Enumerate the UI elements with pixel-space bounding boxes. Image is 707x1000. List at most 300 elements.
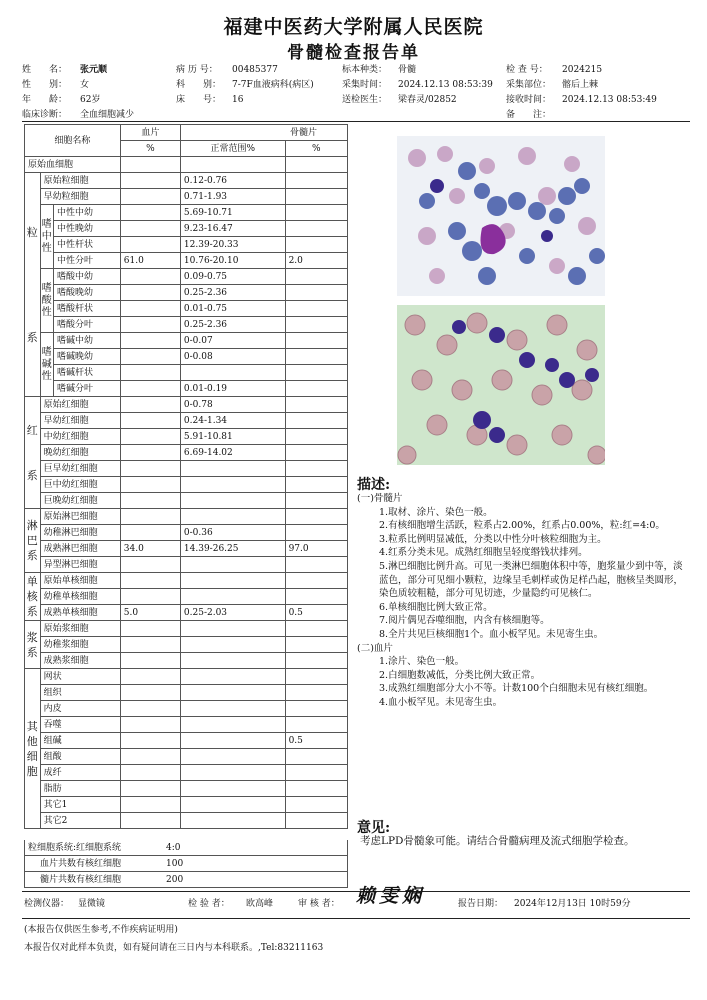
blood-pct <box>120 285 180 301</box>
normal-range <box>180 365 285 381</box>
marrow-pct <box>285 173 347 189</box>
blood-pct <box>120 333 180 349</box>
table-row <box>25 605 348 621</box>
blood-pct <box>120 589 180 605</box>
blood-pct <box>120 573 180 589</box>
normal-range: 0-0.08 <box>180 349 285 365</box>
patient-name: 张元顺 <box>80 65 108 75</box>
blood-pct <box>120 445 180 461</box>
section1-title: (一)骨髓片 <box>357 493 403 504</box>
marrow-pct <box>285 413 347 429</box>
normal-range: 5.91-10.81 <box>180 429 285 445</box>
description-item: 6.单核细胞比例大致正常。 <box>379 601 493 613</box>
normal-range: 5.69-10.71 <box>180 205 285 221</box>
description-title: 描述: <box>357 477 391 493</box>
normal-range <box>180 589 285 605</box>
marrow-pct <box>285 349 347 365</box>
marrow-pct <box>285 189 347 205</box>
marrow-pct <box>285 429 347 445</box>
blood-pct <box>120 269 180 285</box>
normal-range: 0.01-0.75 <box>180 301 285 317</box>
table-row <box>25 333 348 349</box>
blood-pct <box>120 205 180 221</box>
normal-range <box>180 701 285 717</box>
head-cell-name: 细胞名称 <box>25 125 121 157</box>
table-row <box>25 429 348 445</box>
cell-name: 组酸 <box>40 749 120 765</box>
cell-name: 中性晚幼 <box>53 221 120 237</box>
report-title: 骨髓检查报告单 <box>287 43 420 63</box>
table-row <box>25 413 348 429</box>
cell-name: 中性中幼 <box>53 205 120 221</box>
cell-name: 幼稚浆细胞 <box>40 637 120 653</box>
description-item: 7.阅片偶见吞噬细胞，内含有核细胞等。 <box>379 615 550 627</box>
normal-range: 10.76-20.10 <box>180 253 285 269</box>
cell-name: 嗜酸中幼 <box>53 269 120 285</box>
marrow-pct <box>285 205 347 221</box>
marrow-pct <box>285 285 347 301</box>
marrow-pct: 0.5 <box>285 733 347 749</box>
divider-top <box>22 121 690 122</box>
blood-pct <box>120 429 180 445</box>
blood-pct <box>120 157 180 173</box>
group-label-gran: 粒 系 <box>25 173 41 397</box>
table-row <box>25 365 348 381</box>
cell-name: 嗜酸晚幼 <box>53 285 120 301</box>
description-item: 1.涂片、染色一般。 <box>379 656 465 668</box>
reviewer-signature: 赖雯娴 <box>356 885 426 907</box>
group-label-neut: 嗜 中 性 <box>40 205 53 269</box>
head-range: 正常范围% <box>180 141 285 157</box>
marrow-pct <box>285 669 347 685</box>
blood-pct <box>120 637 180 653</box>
normal-range <box>180 637 285 653</box>
table-row <box>25 749 348 765</box>
marrow-count-label: 髓片共数有核红细胞 <box>40 875 122 885</box>
marrow-pct <box>285 461 347 477</box>
opinion-title: 意见: <box>357 820 391 836</box>
table-row <box>25 317 348 333</box>
blood-pct <box>120 509 180 525</box>
head-blood: 血片 <box>120 125 180 141</box>
cell-name: 内皮 <box>40 701 120 717</box>
blood-pct <box>120 749 180 765</box>
blood-pct <box>120 237 180 253</box>
recv-time-label: 接收时间： <box>506 95 552 105</box>
table-row <box>25 381 348 397</box>
normal-range <box>180 813 285 829</box>
blood-pct <box>120 701 180 717</box>
cell-name: 成熟淋巴细胞 <box>40 541 120 557</box>
marrow-image-2 <box>397 305 605 465</box>
cell-name: 其它1 <box>40 797 120 813</box>
section2-list <box>357 655 687 709</box>
diagnosis: 全血细胞减少 <box>80 110 135 120</box>
cell-name: 巨早幼红细胞 <box>40 461 120 477</box>
description-item: 2.白细胞数减低，分类比例大致正常。 <box>379 669 541 681</box>
recv-time: 2024.12.13 08:53:49 <box>562 95 657 105</box>
table-row <box>25 685 348 701</box>
normal-range: 6.69-14.02 <box>180 445 285 461</box>
normal-range <box>180 573 285 589</box>
cell-name: 中幼红细胞 <box>40 429 120 445</box>
group-label-baso: 嗜 碱 性 <box>40 333 53 397</box>
head-pct: % <box>120 141 180 157</box>
exam-no: 2024215 <box>562 65 603 75</box>
sex-label: 性 别： <box>22 80 68 90</box>
site-label: 采集部位： <box>506 80 552 90</box>
normal-range: 0-0.78 <box>180 397 285 413</box>
marrow-pct <box>285 781 347 797</box>
table-row <box>25 813 348 829</box>
marrow-pct <box>285 493 347 509</box>
cell-name: 原始单核细胞 <box>40 573 120 589</box>
cell-name: 原始淋巴细胞 <box>40 509 120 525</box>
ratio-label: 粒细胞系统:红细胞系统 <box>28 843 122 853</box>
marrow-pct <box>285 221 347 237</box>
doctor: 梁春灵/02852 <box>398 95 457 105</box>
blood-pct <box>120 493 180 509</box>
marrow-pct <box>285 269 347 285</box>
normal-range: 0.71-1.93 <box>180 189 285 205</box>
description-item: 2.有核细胞增生活跃，粒系占2.00%，红系占0.00%，粒:红=4:0。 <box>379 520 665 532</box>
blood-pct <box>120 301 180 317</box>
head-pct2: % <box>285 141 347 157</box>
reviewer-label: 审 核 者： <box>298 899 340 909</box>
normal-range <box>180 685 285 701</box>
name-label: 姓 名： <box>22 65 68 75</box>
table-row <box>25 637 348 653</box>
normal-range <box>180 765 285 781</box>
summary-line2 <box>24 871 348 872</box>
marrow-pct <box>285 157 347 173</box>
cell-name: 幼稚淋巴细胞 <box>40 525 120 541</box>
site: 髂后上棘 <box>562 80 599 90</box>
marrow-pct <box>285 637 347 653</box>
cell-name: 网状 <box>40 669 120 685</box>
description-item: 4.红系分类未见。成熟红细胞呈轻度缗钱状排列。 <box>379 547 588 559</box>
marrow-pct <box>285 701 347 717</box>
method: 显微镜 <box>78 899 106 909</box>
table-row <box>25 397 348 413</box>
marrow-pct: 0.5 <box>285 605 347 621</box>
normal-range: 0-0.36 <box>180 525 285 541</box>
method-label: 检测仪器： <box>24 899 70 909</box>
cell-table-body <box>25 125 348 829</box>
table-row <box>25 221 348 237</box>
dept-label: 科 别： <box>176 80 222 90</box>
normal-range <box>180 477 285 493</box>
blood-pct <box>120 733 180 749</box>
date-label: 报告日期： <box>458 899 504 909</box>
blood-pct <box>120 189 180 205</box>
marrow-pct <box>285 573 347 589</box>
marrow-pct <box>285 813 347 829</box>
head-marrow: 骨髓片 <box>180 125 347 141</box>
cell-name: 吞噬 <box>40 717 120 733</box>
blood-pct <box>120 765 180 781</box>
disclaimer-1: (本报告仅供医生参考,不作疾病证明用) <box>24 925 178 935</box>
blood-pct <box>120 221 180 237</box>
diagnosis-label: 临床诊断： <box>22 110 68 120</box>
collect-time: 2024.12.13 08:53:39 <box>398 80 493 90</box>
cell-name: 成熟单核细胞 <box>40 605 120 621</box>
blood-pct <box>120 477 180 493</box>
normal-range <box>180 669 285 685</box>
table-row <box>25 573 348 589</box>
group-label-mono: 单 核 系 <box>25 573 41 621</box>
cell-name: 巨中幼红细胞 <box>40 477 120 493</box>
cell-name: 组碱 <box>40 733 120 749</box>
blood-pct <box>120 781 180 797</box>
marrow-pct <box>285 301 347 317</box>
marrow-pct <box>285 765 347 781</box>
group-label-eos: 嗜 酸 性 <box>40 269 53 333</box>
table-row <box>25 733 348 749</box>
table-row <box>25 173 348 189</box>
group-label-lym: 淋 巴 系 <box>25 509 41 573</box>
cell-name: 嗜碱分叶 <box>53 381 120 397</box>
section1-list <box>357 506 687 642</box>
table-row <box>25 653 348 669</box>
collect-time-label: 采集时间： <box>342 80 388 90</box>
specimen: 骨髓 <box>398 65 417 75</box>
table-row <box>25 253 348 269</box>
marrow-count-value: 200 <box>166 875 184 885</box>
description-item: 5.淋巴细胞比例升高。可见一类淋巴细胞体积中等，胞浆量少到中等，淡蓝色，部分可见细小颗粒，边缘呈毛刺样或伪足样凸起，胞核呈类圆形，染色质较粗糙，部分可见切迹，少量隐约可见核仁。 <box>379 560 684 600</box>
marrow-pct <box>285 685 347 701</box>
cell-name: 巨晚幼红细胞 <box>40 493 120 509</box>
table-row <box>25 285 348 301</box>
blood-pct <box>120 717 180 733</box>
marrow-pct <box>285 509 347 525</box>
table-row <box>25 349 348 365</box>
table-row <box>25 237 348 253</box>
marrow-pct <box>285 237 347 253</box>
doctor-label: 送检医生： <box>342 95 388 105</box>
table-row <box>25 477 348 493</box>
normal-range <box>180 653 285 669</box>
disclaimer-2: 本报告仅对此样本负责，如有疑问请在三日内与本科联系。,Tel:83211163 <box>24 943 324 953</box>
cell-name: 早幼红细胞 <box>40 413 120 429</box>
table-row <box>25 157 348 173</box>
normal-range: 0.09-0.75 <box>180 269 285 285</box>
cell-name: 异型淋巴细胞 <box>40 557 120 573</box>
marrow-pct <box>285 557 347 573</box>
normal-range <box>180 717 285 733</box>
marrow-pct <box>285 365 347 381</box>
table-row <box>25 701 348 717</box>
summary-frame <box>24 840 348 888</box>
cell-name: 嗜碱晚幼 <box>53 349 120 365</box>
blood-pct <box>120 557 180 573</box>
dept: 7-7F血液病科(病区) <box>232 80 314 90</box>
normal-range: 0.25-2.36 <box>180 285 285 301</box>
marrow-pct: 2.0 <box>285 253 347 269</box>
normal-range: 0.12-0.76 <box>180 173 285 189</box>
blood-pct <box>120 669 180 685</box>
marrow-pct <box>285 397 347 413</box>
description-item: 3.粒系比例明显减低，分类以中性分叶核粒细胞为主。 <box>379 533 607 545</box>
cell-name: 成纤 <box>40 765 120 781</box>
table-row <box>25 493 348 509</box>
specimen-label: 标本种类： <box>342 65 388 75</box>
examiner-label: 检 验 者： <box>188 899 230 909</box>
normal-range <box>180 157 285 173</box>
table-row <box>25 781 348 797</box>
description-body <box>357 492 687 710</box>
cell-name: 原始血细胞 <box>25 157 121 173</box>
table-row <box>25 269 348 285</box>
marrow-pct <box>285 653 347 669</box>
bed: 16 <box>232 95 244 105</box>
normal-range <box>180 749 285 765</box>
cell-name: 原始浆细胞 <box>40 621 120 637</box>
case-no-label: 病 历 号： <box>176 65 218 75</box>
description-item: 1.取材、涂片、染色一般。 <box>379 506 493 518</box>
blood-pct <box>120 413 180 429</box>
marrow-pct <box>285 445 347 461</box>
marrow-pct <box>285 477 347 493</box>
blood-pct <box>120 621 180 637</box>
blood-count-value: 100 <box>166 859 184 869</box>
table-row <box>25 589 348 605</box>
marrow-image-1 <box>397 136 605 296</box>
blood-pct <box>120 653 180 669</box>
cell-name: 原始粒细胞 <box>40 173 120 189</box>
cell-name: 脂肪 <box>40 781 120 797</box>
normal-range <box>180 509 285 525</box>
marrow-pct <box>285 749 347 765</box>
normal-range: 12.39-20.33 <box>180 237 285 253</box>
blood-pct <box>120 397 180 413</box>
cell-name: 晚幼红细胞 <box>40 445 120 461</box>
marrow-pct <box>285 525 347 541</box>
blood-pct <box>120 317 180 333</box>
table-row <box>25 541 348 557</box>
table-row <box>25 461 348 477</box>
normal-range <box>180 621 285 637</box>
marrow-pct <box>285 797 347 813</box>
bed-label: 床 号： <box>176 95 222 105</box>
cell-name: 嗜酸杆状 <box>53 301 120 317</box>
cell-name: 嗜碱杆状 <box>53 365 120 381</box>
blood-pct <box>120 365 180 381</box>
table-row <box>25 717 348 733</box>
cell-name: 其它2 <box>40 813 120 829</box>
table-row <box>25 669 348 685</box>
table-row <box>25 525 348 541</box>
table-row <box>25 301 348 317</box>
blood-count-label: 血片共数有核红细胞 <box>40 859 122 869</box>
blood-pct: 61.0 <box>120 253 180 269</box>
patient-sex: 女 <box>80 80 90 90</box>
cell-name: 幼稚单核细胞 <box>40 589 120 605</box>
summary-line1 <box>24 855 348 856</box>
marrow-pct <box>285 717 347 733</box>
table-row <box>25 189 348 205</box>
normal-range: 0.01-0.19 <box>180 381 285 397</box>
blood-pct: 34.0 <box>120 541 180 557</box>
marrow-pct <box>285 317 347 333</box>
normal-range <box>180 733 285 749</box>
cell-name: 早幼粒细胞 <box>40 189 120 205</box>
description-item: 3.成熟红细胞部分大小不等。计数100个白细胞未见有核红细胞。 <box>379 683 654 695</box>
cell-name: 中性杆状 <box>53 237 120 253</box>
blood-pct <box>120 813 180 829</box>
normal-range: 0-0.07 <box>180 333 285 349</box>
remark-label: 备 注： <box>506 110 552 120</box>
opinion-text: 考虑LPD骨髓象可能。请结合骨髓病理及流式细胞学检查。 <box>360 835 635 847</box>
table-row <box>25 797 348 813</box>
patient-age: 62岁 <box>80 95 101 105</box>
normal-range <box>180 797 285 813</box>
table-row <box>25 205 348 221</box>
normal-range: 14.39-26.25 <box>180 541 285 557</box>
exam-no-label: 检 查 号： <box>506 65 548 75</box>
cell-count-table <box>24 124 348 829</box>
description-item: 8.全片共见巨核细胞1个。血小板罕见。未见寄生虫。 <box>379 628 604 640</box>
marrow-pct: 97.0 <box>285 541 347 557</box>
marrow-pct <box>285 621 347 637</box>
normal-range <box>180 781 285 797</box>
blood-pct <box>120 461 180 477</box>
table-row <box>25 445 348 461</box>
blood-pct <box>120 381 180 397</box>
blood-pct <box>120 797 180 813</box>
normal-range: 0.25-2.36 <box>180 317 285 333</box>
normal-range <box>180 461 285 477</box>
ratio-value: 4:0 <box>166 843 181 853</box>
group-label-plasma: 浆 系 <box>25 621 41 669</box>
cell-name: 嗜酸分叶 <box>53 317 120 333</box>
cell-name: 嗜碱中幼 <box>53 333 120 349</box>
normal-range: 0.25-2.03 <box>180 605 285 621</box>
normal-range <box>180 557 285 573</box>
group-label-other: 其 他 细 胞 <box>25 669 41 829</box>
table-row <box>25 765 348 781</box>
description-item: 4.血小板罕见。未见寄生虫。 <box>379 696 503 708</box>
marrow-pct <box>285 381 347 397</box>
blood-pct <box>120 685 180 701</box>
hospital-name: 福建中医药大学附属人民医院 <box>223 16 484 38</box>
normal-range: 9.23-16.47 <box>180 221 285 237</box>
table-header-row <box>25 125 348 141</box>
blood-pct <box>120 525 180 541</box>
blood-pct <box>120 349 180 365</box>
marrow-pct <box>285 333 347 349</box>
table-row <box>25 557 348 573</box>
table-row <box>25 509 348 525</box>
examiner: 欧高峰 <box>246 899 274 909</box>
normal-range <box>180 493 285 509</box>
normal-range: 0.24-1.34 <box>180 413 285 429</box>
section2-title: (二)血片 <box>357 642 393 654</box>
cell-name: 组织 <box>40 685 120 701</box>
cell-name: 原始红细胞 <box>40 397 120 413</box>
age-label: 年 龄： <box>22 95 68 105</box>
divider-bottom <box>22 918 690 919</box>
group-label-ery: 红 系 <box>25 397 41 509</box>
cell-name: 中性分叶 <box>53 253 120 269</box>
case-no: 00485377 <box>232 65 278 75</box>
blood-pct: 5.0 <box>120 605 180 621</box>
blood-pct <box>120 173 180 189</box>
marrow-pct <box>285 589 347 605</box>
report-date: 2024年12月13日 10时59分 <box>514 899 631 909</box>
cell-name: 成熟浆细胞 <box>40 653 120 669</box>
table-row <box>25 621 348 637</box>
